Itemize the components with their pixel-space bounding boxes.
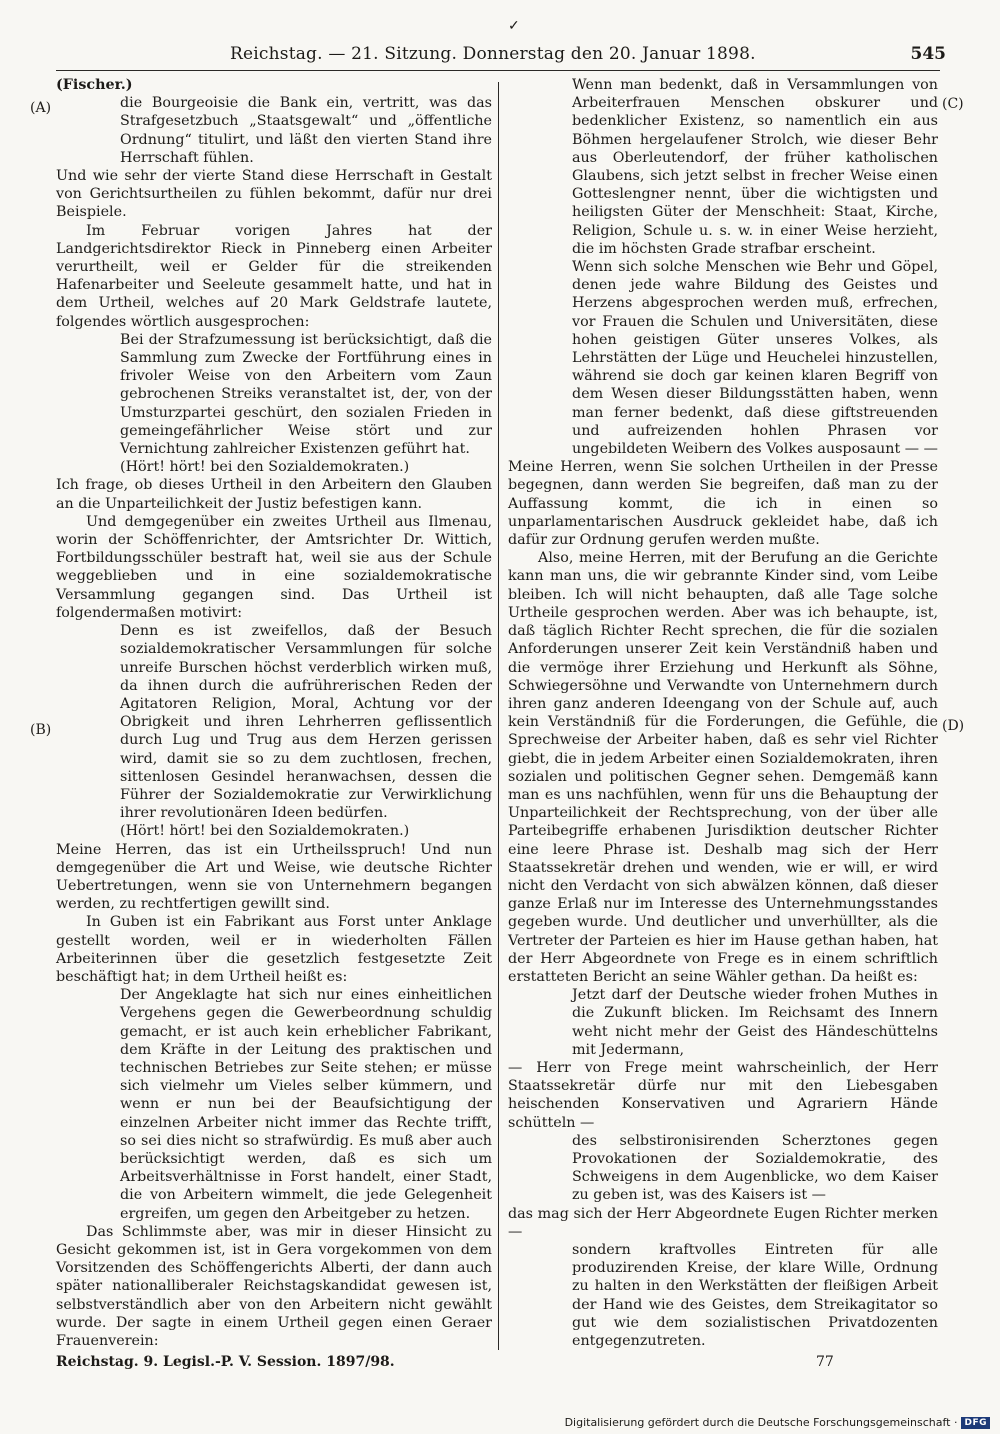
margin-marker-a: (A) xyxy=(30,100,52,116)
running-title: Reichstag. — 21. Sitzung. Donnerstag den 20. Januar 1898. xyxy=(230,44,756,64)
paragraph: Wenn sich solche Menschen wie Behr und Göpel, denen jede wahre Bildung des Geistes und Herzens abgesprochen werden muß, erfrechen, vor Frauen die Schulen und Universitäten, diese hohen geistigen Güter unseres Volkes, als Lehrstätten der Lüge und Heuchelei hinzustellen, während sie doch gar keinen klaren Begriff von dem Wesen dieser Bildungsstätten haben, wenn man ferner bedenkt, daß diese giftstreuenden und aufreizenden hohlen Phrasen vor ungebildeten Weibern des Volkes ausposaunt — — xyxy=(572,259,938,458)
paragraph: Meine Herren, wenn Sie solchen Urtheilen in der Presse begegnen, dann werden Sie begreifen, daß man zu der Auffassung kommt, die ich in einen so unparlamentarischen Ausdruck gekleidet habe, daß ich dafür zur Ordnung gerufen werden mußte. xyxy=(508,459,938,549)
paragraph: sondern kraftvolles Eintreten für alle produzirenden Kreise, der klare Wille, Ordnung zu halten in den Werkstätten der fleißigen Arbeit der Hand wie des Geistes, dem Streikagitator so gut wie dem sozialistischen Privatdozenten entgegenzutreten. xyxy=(572,1242,938,1350)
paragraph: Also, meine Herren, mit der Berufung an die Gerichte kann man uns, die wir gebrannte Kinder sind, vom Leibe bleiben. Ich will nicht behaupten, daß alle Tage solche Urtheile gesprochen werden. Aber was ich behaupte, ist, daß täglich Richter Recht sprechen, die für die sozialen Anforderungen unserer Zeit kein Verständniß haben und die vermöge ihrer Erziehung und Herkunft als Söhne, Schwiegersöhne und Verwandte von Unternehmern durch ihren ganz anderen Ideengang von der Schule auf, auch kein Verständniß für die Forderungen, die Gefühle, die Sprechweise der Arbeiter haben, daß es sehr viel Richter giebt, die in jedem Arbeiter einen Sozialdemokraten, ihren sozialen und politischen Gegner sehen. Demgemäß kann man es uns nachfühlen, wenn für uns die Behauptung der Unparteilichkeit der Rechtsprechung, von der über alle Parteibegriffe erhabenen Jurisdiktion deutscher Richter eine leere Phrase ist. Deshalb mag sich der Herr Staatssekretär drehen und wenden, wie er will, er wird nicht den Verdacht von sich abwälzen können, daß dieser ganze Erlaß nur im Interesse des Unternehmungsstandes gegeben wurde. Und deutlicher und unverhüllter, als die Vertreter der Parteien es hier im Hause gethan haben, hat der Herr Abgeordnete von Frege es in einem schriftlich erstatteten Bericht an seine Wähler gethan. Da heißt es: xyxy=(508,550,938,985)
paragraph: Ich frage, ob dieses Urtheil in den Arbeitern den Glauben an die Unparteilichkeit der Justiz befestigen kann. xyxy=(56,477,492,512)
page-footer xyxy=(56,1354,936,1376)
paragraph: des selbstironisirenden Scherztones gegen Provokationen der Sozialdemokratie, des Schweigens in dem Augenblicke, wo dem Kaiser zu geben ist, was des Kaisers ist — xyxy=(572,1132,938,1204)
paragraph: Im Februar vorigen Jahres hat der Landgerichtsdirektor Rieck in Pinneberg einen Arbeiter verurtheilt, weil er Gelder für die streikenden Hafenarbeiter und Seeleute gesammelt hatte, und hat in dem Urtheil, welches auf 20 Mark Geldstrafe lautete, folgendes wörtlich ausgesprochen: xyxy=(56,222,492,330)
page-number: 545 xyxy=(910,44,946,64)
margin-marker-d: (D) xyxy=(942,718,965,734)
header-rule xyxy=(56,70,940,71)
left-column xyxy=(56,76,492,1350)
sheet-number: 77 xyxy=(816,1354,834,1370)
print-signature: Reichstag. 9. Legisl.-P. V. Session. 1897/98. xyxy=(56,1354,395,1370)
paragraph: Bei der Strafzumessung ist berücksichtigt, daß die Sammlung zum Zwecke der Fortführung eines in frivoler Weise von den Arbeitern vom Zaun gebrochenen Streiks veranstaltet ist, der, von der Umsturzpartei geschürt, den sozialen Frieden in gemeingefährlicher Weise stört und zur Vernichtung zahlreicher Existenzen geführt hat. xyxy=(120,331,492,458)
paragraph: — Herr von Frege meint wahrscheinlich, der Herr Staatssekretär dürfe nur mit den Liebesgaben heischenden Konservativen und Agrariern Hände schütteln — xyxy=(508,1059,938,1131)
paragraph: Und demgegenüber ein zweites Urtheil aus Ilmenau, worin der Schöffenrichter, der Amtsrichter Dr. Wittich, Fortbildungsschüler bestraft hat, weil sie aus der Schule weggeblieben und in eine sozialdemokratische Versammlung gegangen sind. Das Urtheil ist folgendermaßen motivirt: xyxy=(56,513,492,621)
paragraph: Und wie sehr der vierte Stand diese Herrschaft in Gestalt von Gerichtsurtheilen zu fühlen bekommt, dafür nur drei Beispiele. xyxy=(56,168,492,221)
page-header xyxy=(40,44,946,70)
paragraph: (Hört! hört! bei den Sozialdemokraten.) xyxy=(120,823,410,840)
paragraph: das mag sich der Herr Abgeordnete Eugen Richter merken — xyxy=(508,1205,938,1240)
margin-marker-c: (C) xyxy=(942,96,964,112)
top-mark: ✓ xyxy=(508,18,520,34)
paragraph: Das Schlimmste aber, was mir in dieser Hinsicht zu Gesicht gekommen ist, ist in Gera vorgekommen von dem Vorsitzenden des Schöffengerichts Alberti, der dann auch später nationalliberaler Reichstagskandidat gewesen ist, selbstverständlich aber von den Arbeitern nicht gewählt wurde. Der sagte in einem Urtheil gegen einen Geraer Frauenverein: xyxy=(56,1223,492,1350)
right-column xyxy=(508,76,938,1350)
paragraph: In Guben ist ein Fabrikant aus Forst unter Anklage gestellt worden, weil er in wiederholten Fällen Arbeiterinnen über die gesetzlich festgesetzte Zeit beschäftigt hat; in dem Urtheil heißt es: xyxy=(56,914,492,985)
margin-marker-b: (B) xyxy=(30,722,52,738)
speaker-name: (Fischer.) xyxy=(56,77,133,93)
paragraph: Jetzt darf der Deutsche wieder frohen Muthes in die Zukunft blicken. Im Reichsamt des Innern weht nicht mehr der Geist des Händeschüttelns mit Jedermann, xyxy=(572,987,938,1058)
paragraph: Meine Herren, das ist ein Urtheilsspruch! Und nun demgegenüber die Art und Weise, wie deutsche Richter Uebertretungen, wenn sie von Unternehmern begangen werden, zu rechtfertigen gewillt sind. xyxy=(56,841,492,913)
digitization-credit xyxy=(565,1416,990,1429)
paragraph: (Hört! hört! bei den Sozialdemokraten.) xyxy=(120,459,410,476)
dfg-logo: DFG xyxy=(961,1417,990,1429)
paragraph: die Bourgeoisie die Bank ein, vertritt, was das Strafgesetzbuch „Staatsgewalt“ und „öffentliche Ordnung“ titulirt, und läßt den vierten Stand ihre Herrschaft fühlen. xyxy=(120,95,492,166)
paragraph: Denn es ist zweifellos, daß der Besuch sozialdemokratischer Versammlungen für solche unreife Burschen höchst verderblich wirken muß, da ihnen durch die aufrührerischen Reden der Agitatoren Religion, Moral, Achtung vor der Obrigkeit und ihren Lehrherren geflissentlich durch Lug und Trug aus dem Herzen gerissen wird, damit sie so zu dem zuchtlosen, frechen, sittenlosen Gesindel heranwachsen, dessen die Führer der Sozialdemokratie zur Verwirklichung ihrer revolutionären Ideen bedürfen. xyxy=(120,623,492,822)
paragraph: Der Angeklagte hat sich nur eines einheitlichen Vergehens gegen die Gewerbeordnung schuldig gemacht, er ist auch kein erheblicher Fabrikant, dem Kräfte in der Leitung des praktischen und technischen Betriebes zur Seite stehen; er müsse sich vielmehr um Vieles selber kümmern, und wenn er nun bei der Beaufsichtigung der einzelnen Arbeiter nicht immer das Rechte trifft, so sei dies nicht so strafwürdig. Es muß aber auch berücksichtigt werden, daß es sich um Arbeitsverhältnisse in Forst handelt, einer Stadt, die von Arbeitern wimmelt, die jede Gelegenheit ergreifen, um gegen den Arbeitgeber zu hetzen. xyxy=(120,987,492,1222)
column-divider xyxy=(498,82,499,1350)
credit-text: Digitalisierung gefördert durch die Deutsche Forschungsgemeinschaft · xyxy=(564,1416,958,1429)
paragraph: Wenn man bedenkt, daß in Versammlungen von Arbeiterfrauen Menschen obskurer und bedenklicher Existenz, so namentlich ein aus Böhmen hergelaufener Strolch, wie dieser Behr aus Oberleutendorf, der früher katholischen Glaubens, sich jetzt selbst in frecher Weise einen Gotteslengner nennt, über die wichtigsten und heiligsten Güter der Menschheit: Staat, Kirche, Religion, Schule u. s. w. in einer Weise herzieht, die im höchsten Grade strafbar erscheint. xyxy=(572,77,938,257)
